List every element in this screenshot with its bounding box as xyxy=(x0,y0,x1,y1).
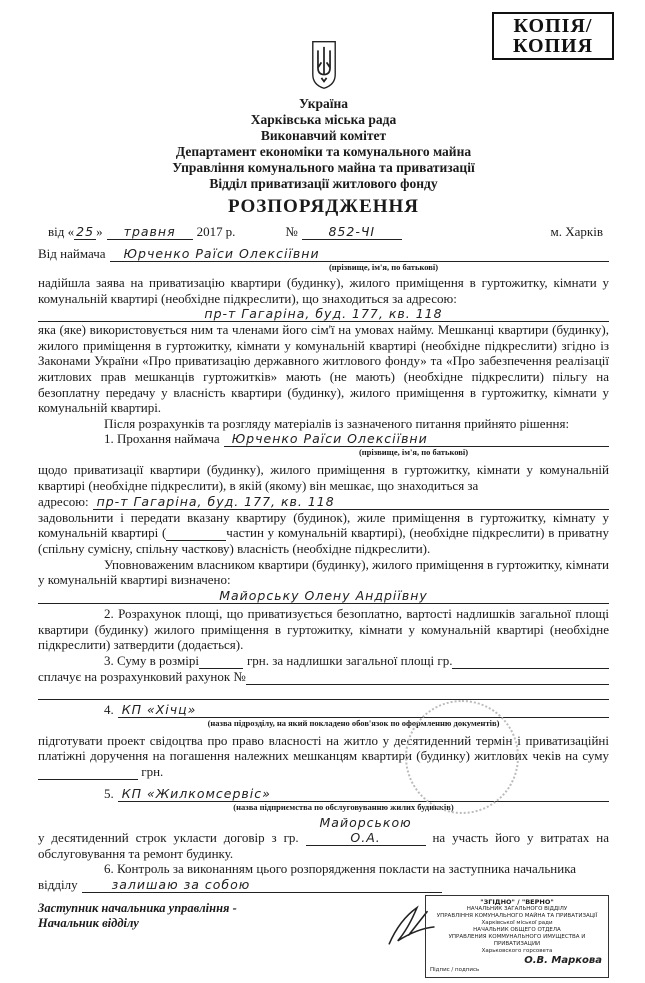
trident-coat-of-arms-icon xyxy=(309,40,339,90)
decision-intro: Після розрахунків та розгляду матеріалів із зазначеного питання прийнято рішення: xyxy=(104,415,570,431)
cert-line3: УПРАВЛІННЯ КОМУНАЛЬНОГО МАЙНА ТА ПРИВАТИЗАЦІЇ xyxy=(436,913,598,920)
date-month: травня xyxy=(107,224,193,240)
header-council: Харківська міська рада xyxy=(250,112,397,127)
item5-prefix: 5. xyxy=(104,785,114,801)
item1-owner-line xyxy=(38,588,609,604)
item1-owner-name: Майорську Олену Андріївну xyxy=(38,588,609,604)
cert-line1: "ЗГІДНО" / "ВЕРНО" xyxy=(480,898,554,907)
item1-text1: щодо приватизації квартири (будинку), жилого приміщення в гуртожитку, кімнати у комунальній квартирі (необхідне підкреслити), в якій (якому) він мешкає, що знаходиться за xyxy=(38,462,609,493)
item4-currency: грн. xyxy=(141,763,164,779)
item6-value: залишаю за собою xyxy=(82,877,442,893)
item1-address-line xyxy=(38,494,609,510)
item3-mid: грн. за надлишки загальної площі гр. xyxy=(246,652,453,668)
number-label: № xyxy=(285,224,298,239)
item3-prefix: 3. Суму в розмірі xyxy=(104,652,199,668)
item1-line xyxy=(38,431,609,447)
header-department: Департамент економіки та комунального майна xyxy=(175,144,472,159)
copy-stamp xyxy=(492,12,614,60)
item1-text2-a: задовольнити і передати вказану квартиру (будинок), жиле приміщення в гуртожитку, кімнату у комунальній квартирі ( xyxy=(38,509,609,541)
date-year: 2017 xyxy=(196,224,223,239)
item4-line xyxy=(38,702,609,718)
header-committee: Виконавчий комітет xyxy=(260,128,387,143)
signer-title-1: Заступник начальника управління - xyxy=(38,901,237,916)
date-day: 25 xyxy=(74,224,96,240)
date-year-suffix: р. xyxy=(225,224,236,239)
cert-line6: УПРАВЛЕНИЯ КОММУНАЛЬНОГО ИМУЩЕСТВА И ПРИВАТИЗАЦИИ xyxy=(448,934,586,948)
item1-address: пр-т Гагаріна, буд. 177, кв. 118 xyxy=(93,494,609,510)
item5-person: Майорською О.А. xyxy=(306,815,426,846)
item1-prefix: 1. Прохання наймача xyxy=(104,431,220,447)
intro-paragraph-2: яка (яке) використовується ним та членами його сім'ї на умовах найму. Мешканці квартири (будинку), жилого приміщення в гуртожитку, кімнати у комунальній квартирі (необхідне підкреслити) згідно із Законами України «Про приватизацію державного житлового фонду» та «Про забезпечення реалізації житлових прав мешканців гуртожитків» мають (не мають) (необхідне підкреслити) пільгу на безоплатну передачу у власність квартири (будинку), жилого приміщення в гуртожитку, кімнати у комунальній квартирі. xyxy=(38,322,609,416)
item5-text xyxy=(38,815,609,862)
header-division: Відділ приватизації житлового фонду xyxy=(209,176,438,191)
item3-blank-line xyxy=(38,685,609,700)
item5-text-a: у десятиденний строк укласти договір з гр. xyxy=(38,829,299,845)
signature-footer xyxy=(38,895,609,974)
item4-value: КП «Хічц» xyxy=(118,702,609,718)
cert-line4: Харківської міської ради xyxy=(481,920,553,927)
item1-text2 xyxy=(38,510,609,557)
date-mid: » xyxy=(96,224,103,239)
tenant-name: Юрченко Раїси Олексіївни xyxy=(110,246,609,262)
item6-text xyxy=(38,861,609,877)
date-prefix: від « xyxy=(48,224,75,239)
cert-line7: Харьковского горсовета xyxy=(481,948,553,955)
item3-account-label: сплачує на розрахунковий рахунок № xyxy=(38,668,246,684)
item6-body: 6. Контроль за виконанням цього розпорядження покласти на заступника начальника xyxy=(104,861,577,877)
intro-paragraph-1: надійшла заява на приватизацію квартири (будинку), жилого приміщення в гуртожитку, кімнати у комунальній квартирі (необхідне підкреслити), що знаходиться за адресою: xyxy=(38,275,609,306)
cert-signer: О.В. Маркова xyxy=(524,955,602,967)
item5-caption: (назва підприємства по обслуговуванню жилих будинків) xyxy=(233,801,454,812)
copy-stamp-line1: КОПІЯ/ xyxy=(513,15,593,37)
tenant-label: Від наймача xyxy=(38,246,106,261)
item1-caption: (прізвище, ім'я, по батькові) xyxy=(358,447,469,458)
item6-line xyxy=(38,877,609,893)
intro-address-line xyxy=(38,306,609,322)
item4-text xyxy=(38,733,609,780)
date-number-city-line xyxy=(38,224,609,240)
item4-body: підготувати проект свідоцтва про право власності на житло у десятиденний термін і приватизаційні платіжні доручення на погашення належних мешканцям квартири (будинку) житлових чеків на суму xyxy=(38,732,609,764)
city: м. Харків xyxy=(550,224,603,239)
item6-label: відділу xyxy=(38,877,78,893)
item2-text: 2. Розрахунок площі, що приватизується безоплатно, вартості надлишків загальної площі квартири (будинку) жилого приміщення в гуртожитку, кімнати у комунальній квартирі (необхідне підкреслити) затвердити (додається). xyxy=(38,605,609,653)
certification-stamp xyxy=(425,895,609,978)
item4-prefix: 4. xyxy=(104,701,114,717)
item4-caption: (назва підрозділу, на який покладено обов'язок по оформленню документів) xyxy=(207,717,500,728)
signer-title-2: Начальник відділу xyxy=(38,916,139,931)
header-directorate: Управління комунального майна та приватизації xyxy=(172,160,475,175)
item5-line xyxy=(38,786,609,802)
document-number: 852-ЧІ xyxy=(302,224,402,240)
item1-text2-b: частин у комунальній квартирі), (необхідне підкреслити) в приватну (спільну сумісну, спільну часткову) власність (необхідне підкреслити). xyxy=(38,525,609,557)
cert-line2: НАЧАЛЬНИК ЗАГАЛЬНОГО ВІДДІЛУ xyxy=(466,906,568,913)
cert-sign-label: Підпис / подпись xyxy=(430,967,480,974)
cert-line5: НАЧАЛЬНИК ОБЩЕГО ОТДЕЛА xyxy=(473,927,561,934)
tenant-caption: (прізвище, ім'я, по батькові) xyxy=(328,262,439,272)
intro-address: пр-т Гагаріна, буд. 177, кв. 118 xyxy=(38,306,609,322)
item1-owner-text: Уповноваженим власником квартири (будинку), жилого приміщення в гуртожитку, кімнати у комунальній квартирі визначено: xyxy=(38,556,609,588)
item5-text-b: на участь його у витратах на обслуговування та ремонт будинку. xyxy=(38,829,610,861)
document-title: РОЗПОРЯДЖЕННЯ xyxy=(227,196,420,217)
item3-line1 xyxy=(38,653,609,669)
item3-line2 xyxy=(38,669,609,685)
tenant-line xyxy=(38,246,609,262)
copy-stamp-line2: КОПИЯ xyxy=(512,35,594,57)
header-country: Україна xyxy=(298,96,349,111)
item1-name: Юрченко Раїси Олексіївни xyxy=(224,431,609,447)
item5-value: КП «Жилкомсервіс» xyxy=(118,786,609,802)
item1-address-label: адресою: xyxy=(38,493,89,509)
